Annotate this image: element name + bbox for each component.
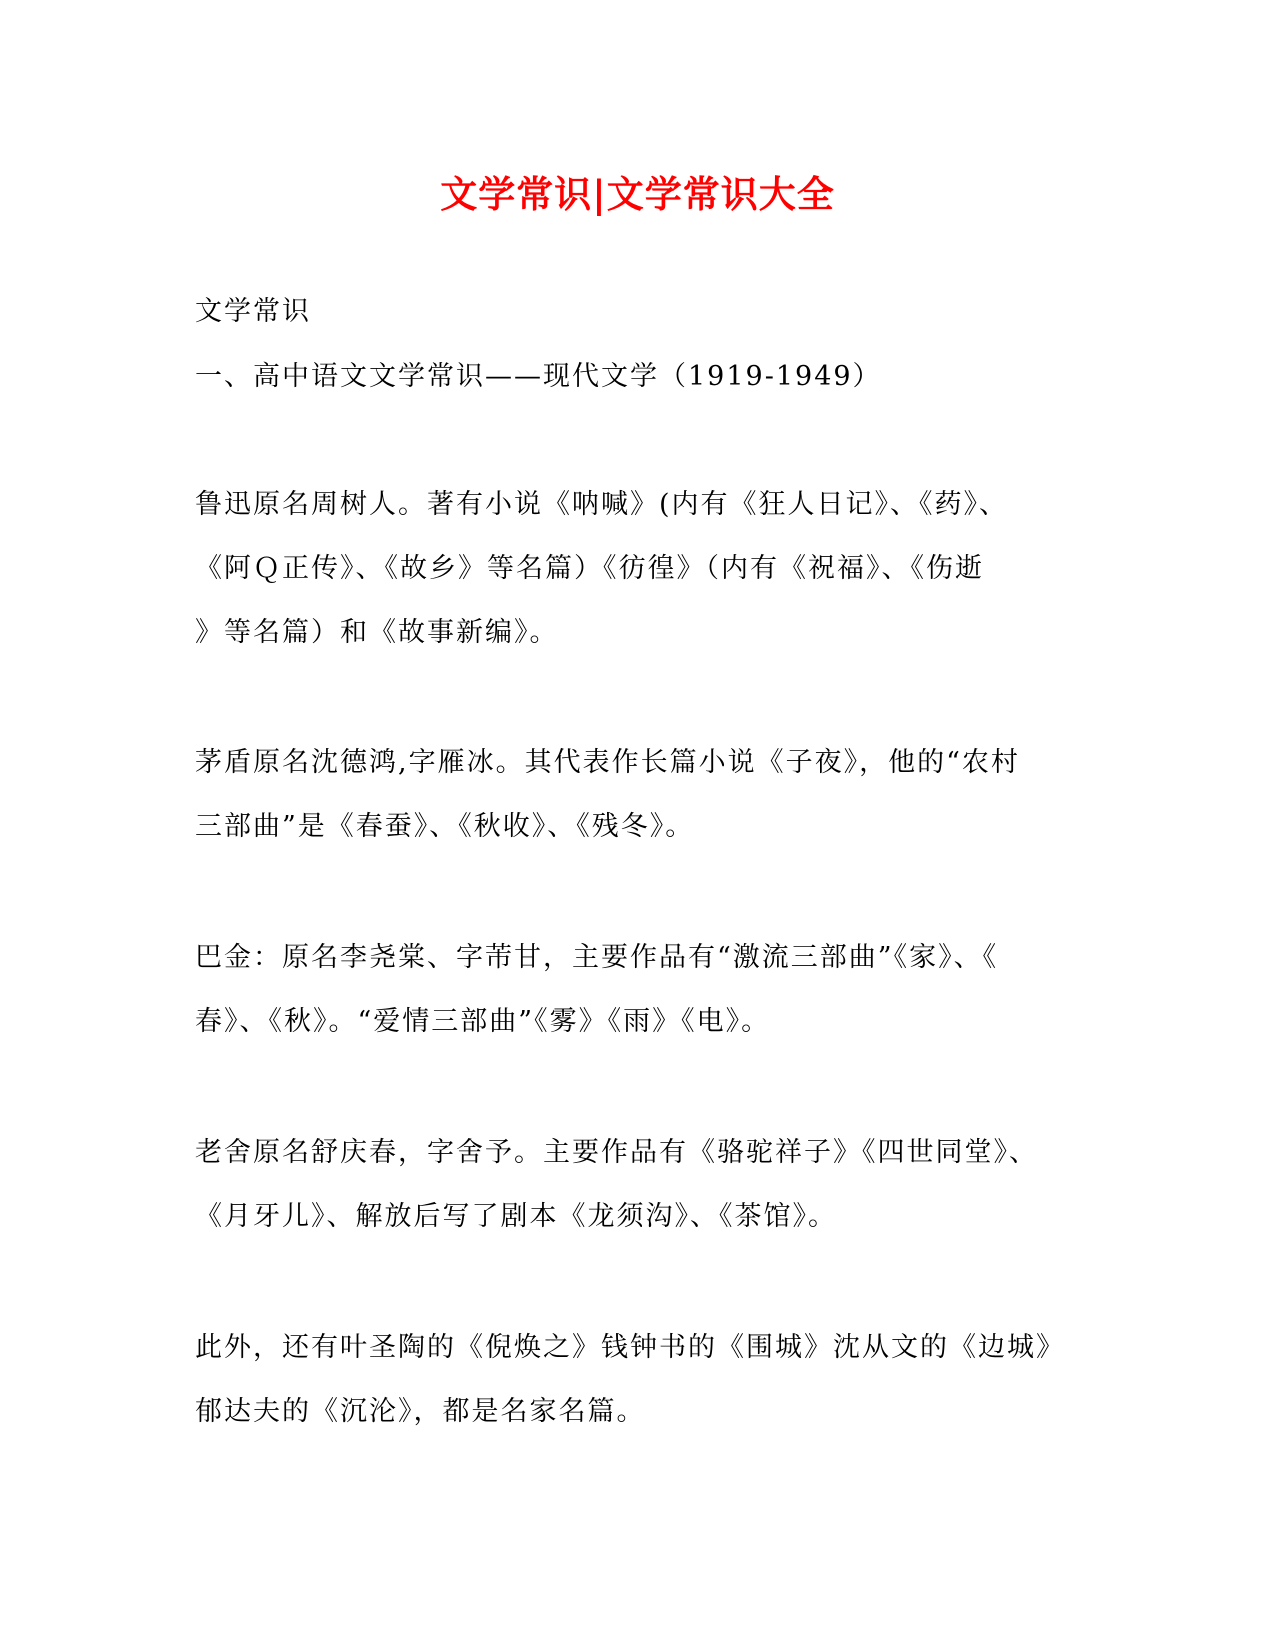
paragraph-line: 三部曲”是《春蚕》、《秋收》、《残冬》。	[195, 811, 695, 842]
paragraph-line: 《月牙儿》、解放后写了剧本《龙须沟》、《茶馆》。	[195, 1201, 837, 1232]
paragraph-bajin	[195, 926, 1085, 1054]
section-heading-text: 一、高中语文文学常识——现代文学（1919-1949）	[195, 361, 882, 392]
paragraph-maodun	[195, 731, 1085, 859]
document-title: 文学常识|文学常识大全	[440, 172, 835, 216]
paragraph-line: 鲁迅原名周树人。著有小说《呐喊》(内有《狂人日记》、《药》、	[195, 489, 1009, 520]
paragraph-line: 老舍原名舒庆春，字舍予。主要作品有《骆驼祥子》《四世同堂》、	[195, 1137, 1038, 1168]
paragraph-luxun	[195, 473, 1085, 665]
paragraph-laoshe	[195, 1121, 1085, 1249]
paragraph-line: 此外，还有叶圣陶的《倪焕之》钱钟书的《围城》沈从文的《边城》	[195, 1332, 1065, 1363]
paragraph-line: 》等名篇）和《故事新编》。	[195, 617, 559, 648]
heading-text: 文学常识	[195, 296, 311, 327]
paragraph-line: 郁达夫的《沉沦》，都是名家名篇。	[195, 1396, 646, 1427]
section-heading	[195, 345, 1085, 409]
paragraph-line: 巴金：原名李尧棠、字芾甘，主要作品有“激流三部曲”《家》、《	[195, 942, 999, 973]
paragraph-line: 春》、《秋》。“爱情三部曲”《雾》《雨》《电》。	[195, 1006, 771, 1037]
document-heading	[195, 280, 1085, 344]
paragraph-line: 茅盾原名沈德鸿,字雁冰。其代表作长篇小说《子夜》，他的“农村	[195, 747, 1020, 778]
paragraph-others	[195, 1316, 1085, 1444]
paragraph-line: 《阿Ｑ正传》、《故乡》等名篇）《彷徨》（内有《祝福》、《伤逝	[195, 553, 984, 584]
